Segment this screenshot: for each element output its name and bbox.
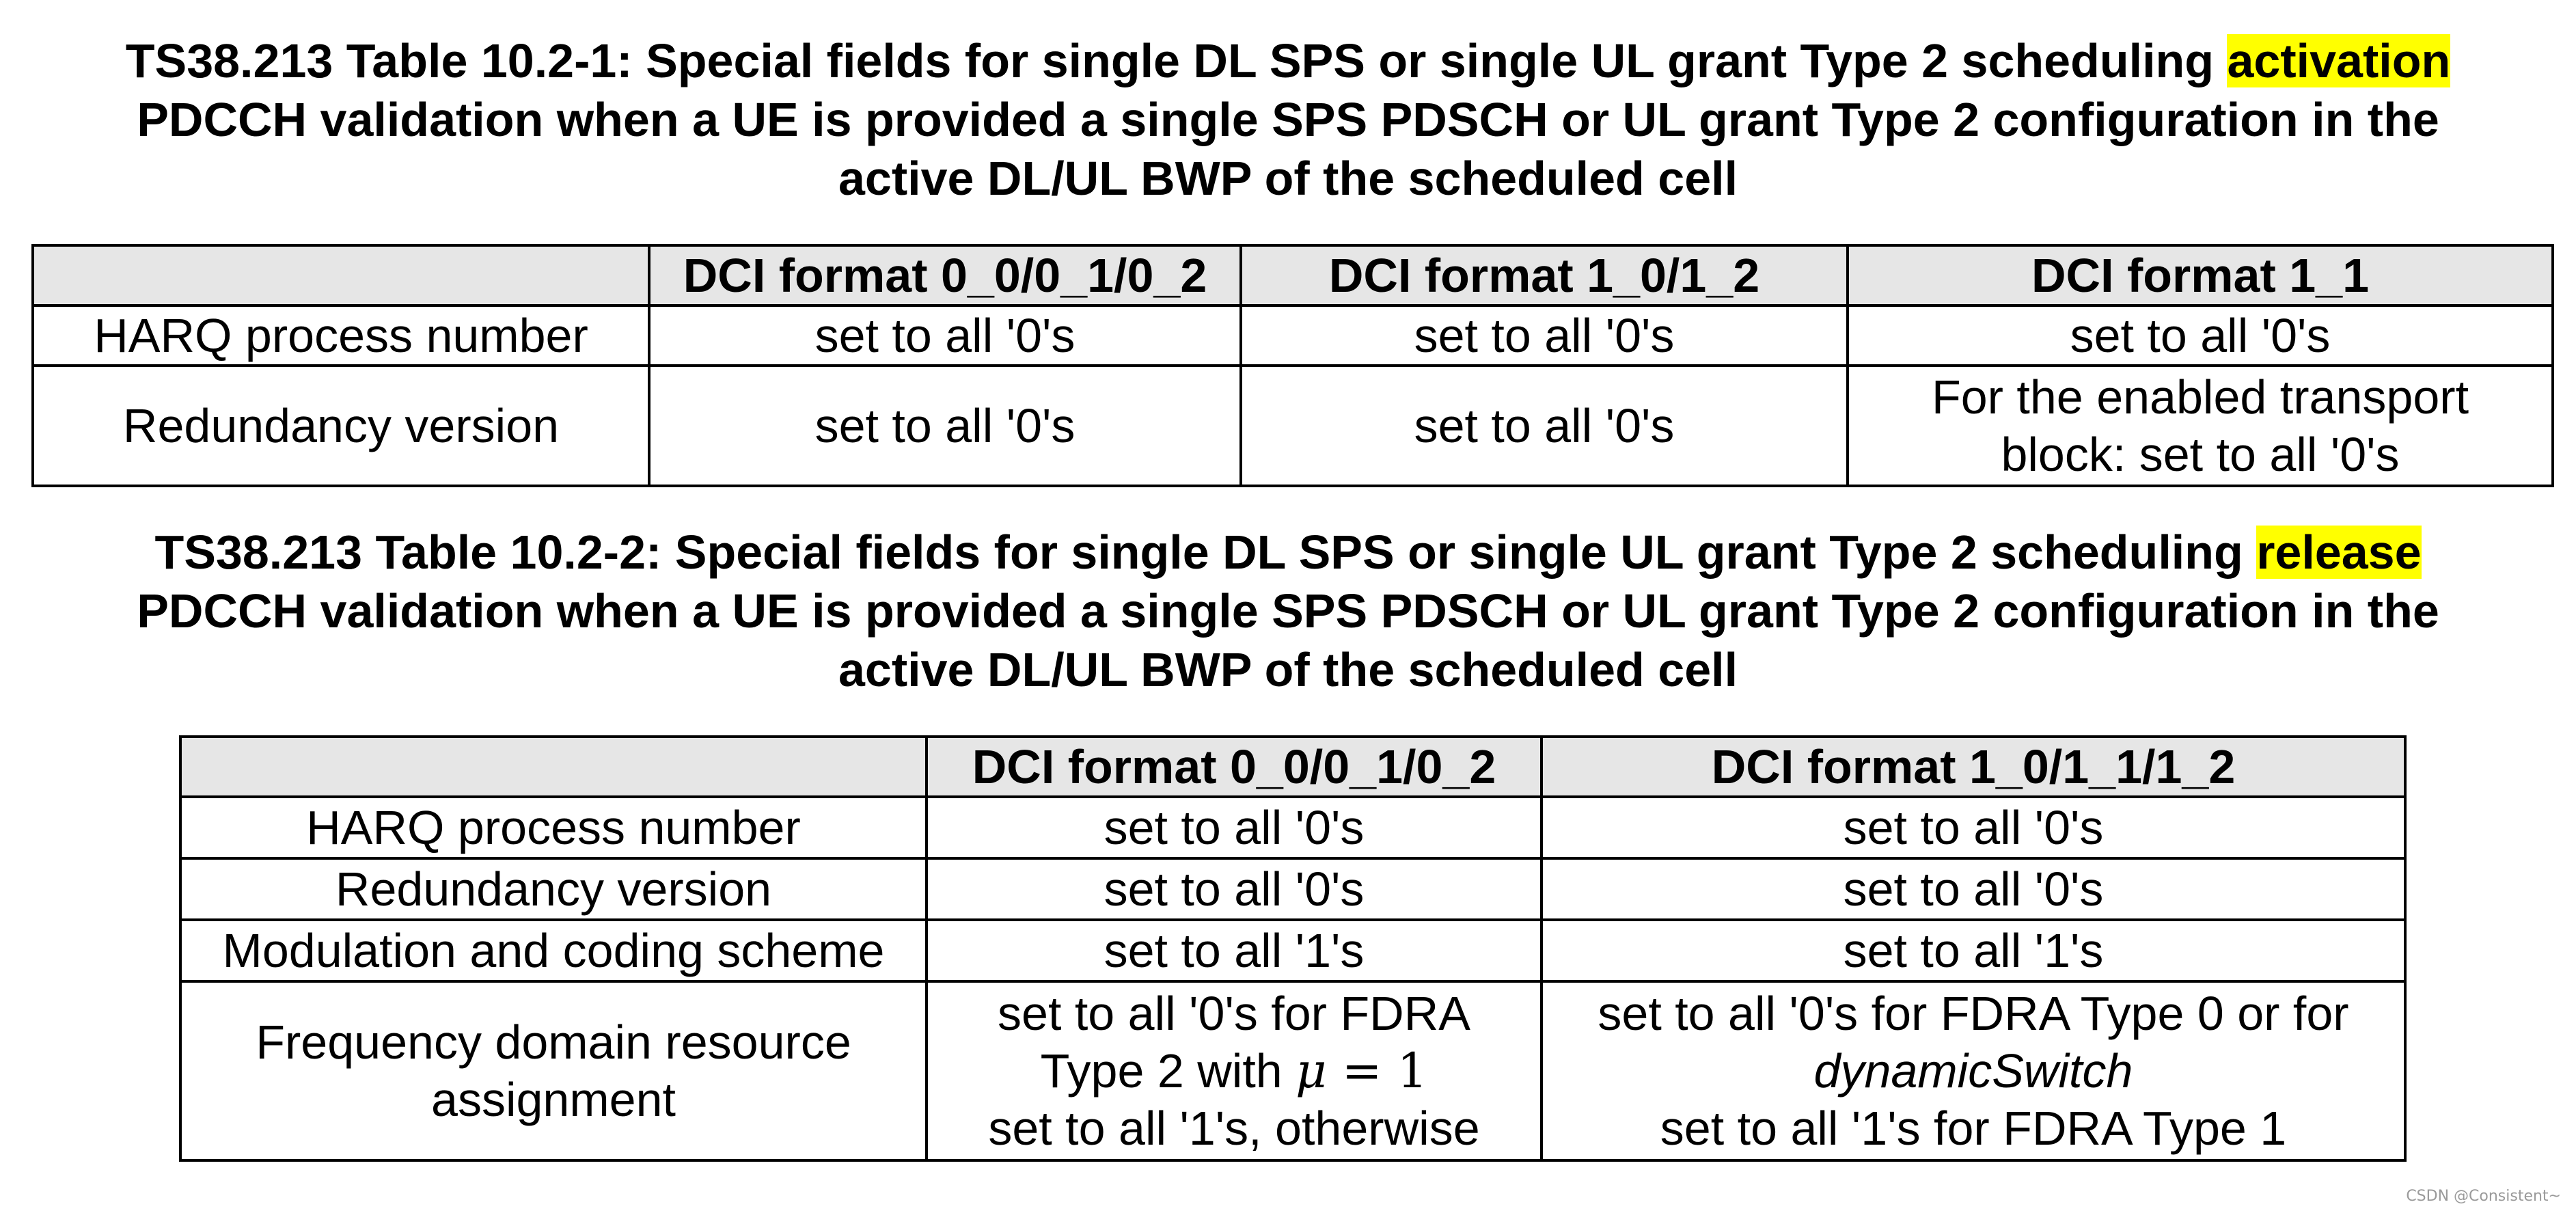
value-cell: set to all '1's [1542, 920, 2405, 981]
table-row [180, 920, 2405, 981]
value-line: block: set to all '0's [2001, 428, 2400, 481]
activation-highlight: activation [2227, 34, 2451, 87]
table-1-caption-line-3: active DL/UL BWP of the scheduled cell [838, 152, 1738, 205]
table-1-caption-line-1: TS38.213 Table 10.2-1: Special fields for single DL SPS or single UL grant Type 2 scheduling activation [125, 34, 2451, 87]
field-name-line: assignment [431, 1073, 676, 1126]
field-name-cell: HARQ process number [180, 797, 927, 858]
table-row [180, 797, 2405, 858]
field-name-cell: Modulation and coding scheme [180, 920, 927, 981]
table-2-caption [0, 523, 2576, 699]
value-cell: set to all '0's [1241, 366, 1848, 486]
table-row [33, 366, 2553, 486]
value-cell: set to all '0's [1241, 305, 1848, 366]
field-name-line: Frequency domain resource [256, 1016, 851, 1069]
release-highlight: release [2256, 526, 2422, 579]
value-cell: set to all '1's [927, 920, 1542, 981]
value-cell: set to all '0's [927, 797, 1542, 858]
value-cell: set to all '0's [649, 305, 1241, 366]
table-2-caption-line-2: PDCCH validation when a UE is provided a single SPS PDSCH or UL grant Type 2 configuration in the [137, 584, 2439, 638]
table-row [33, 305, 2553, 366]
value-cell: set to all '0's [1542, 797, 2405, 858]
table-row [180, 858, 2405, 920]
table-2-caption-line-1: TS38.213 Table 10.2-2: Special fields for single DL SPS or single UL grant Type 2 scheduling release [154, 526, 2422, 579]
field-name-cell: Redundancy version [33, 366, 649, 486]
release-table [179, 735, 2407, 1162]
field-name-cell: Redundancy version [180, 858, 927, 920]
dynamic-switch-term: dynamicSwitch [1813, 1044, 2133, 1098]
header-dci-format-0: DCI format 0_0/0_1/0_2 [927, 737, 1542, 797]
header-cell-empty [33, 245, 649, 305]
value-cell [1542, 981, 2405, 1160]
mu-symbol: μ [1296, 1043, 1327, 1099]
table-1-caption-line-2: PDCCH validation when a UE is provided a single SPS PDSCH or UL grant Type 2 configuration in the [137, 93, 2439, 146]
table-header-row [180, 737, 2405, 797]
value-cell [927, 981, 1542, 1160]
value-cell [1848, 366, 2553, 486]
value-cell: set to all '0's [1848, 305, 2553, 366]
header-dci-format-1: DCI format 1_0/1_1/1_2 [1542, 737, 2405, 797]
value-line: set to all '0's for FDRA Type 0 or for [1598, 987, 2349, 1040]
watermark: CSDN @Consistent~ [2406, 1188, 2561, 1205]
header-dci-format-1-1: DCI format 1_1 [1848, 245, 2553, 305]
value-line: Type 2 with μ = 1 [1040, 1043, 1428, 1099]
field-name-cell: HARQ process number [33, 305, 649, 366]
value-cell: set to all '0's [1542, 858, 2405, 920]
header-dci-format-0: DCI format 0_0/0_1/0_2 [649, 245, 1241, 305]
value-line: For the enabled transport [1931, 370, 2469, 424]
table-header-row [33, 245, 2553, 305]
value-line: set to all '1's, otherwise [988, 1102, 1480, 1155]
header-dci-format-1-0-1-2: DCI format 1_0/1_2 [1241, 245, 1848, 305]
activation-table [31, 244, 2554, 487]
math-equals-one: = 1 [1326, 1043, 1428, 1099]
table-1-caption [0, 31, 2576, 208]
header-cell-empty [180, 737, 927, 797]
table-2-caption-line-3: active DL/UL BWP of the scheduled cell [838, 643, 1738, 696]
table-row [180, 981, 2405, 1160]
value-line: set to all '0's for FDRA [998, 987, 1470, 1040]
value-cell: set to all '0's [927, 858, 1542, 920]
field-name-cell [180, 981, 927, 1160]
value-cell: set to all '0's [649, 366, 1241, 486]
value-line: set to all '1's for FDRA Type 1 [1660, 1102, 2287, 1155]
